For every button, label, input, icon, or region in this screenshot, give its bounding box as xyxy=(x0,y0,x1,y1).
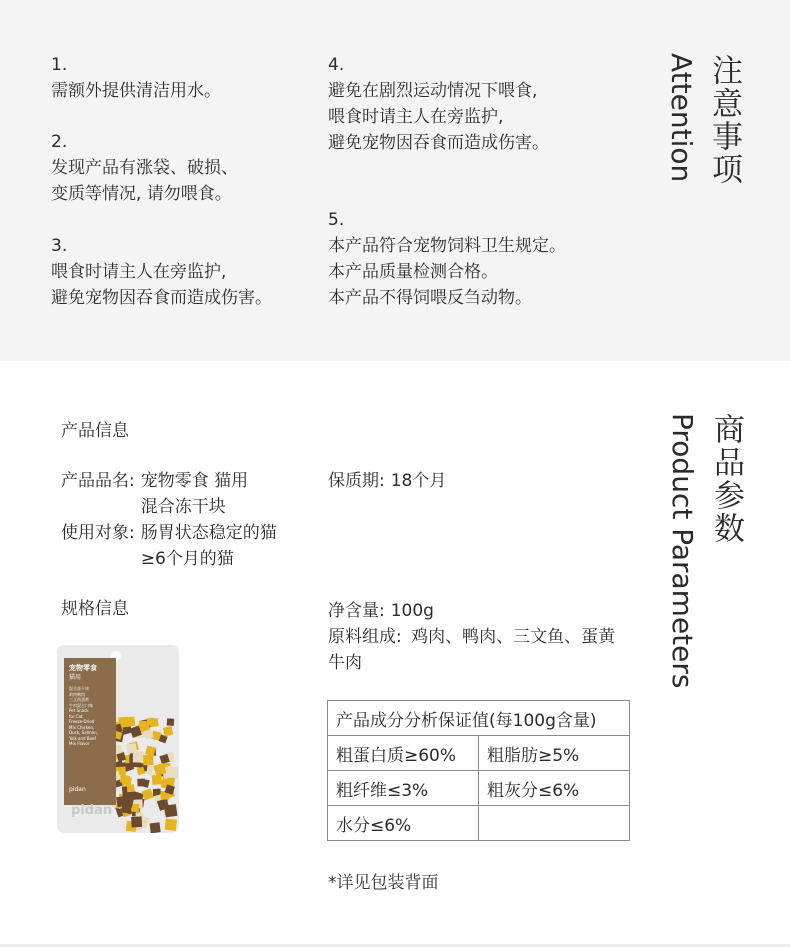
note-number: 1. xyxy=(51,55,68,75)
attention-section xyxy=(0,0,790,361)
product-name-value: 混合冻干块 xyxy=(140,497,226,517)
note-line: 变质等情况, 请勿喂食。 xyxy=(51,184,232,204)
package-label xyxy=(64,658,116,805)
target-value: ≥6个月的猫 xyxy=(140,549,234,569)
freeze-dried-cube xyxy=(152,775,162,785)
label-line: for Cat xyxy=(69,713,83,719)
note-line: 喂食时请主人在旁监护, xyxy=(51,262,227,282)
table-cell xyxy=(479,806,630,841)
package-label-title: 宠物零食 xyxy=(69,664,97,672)
note-line: 避免宠物因吞食而造成伤害。 xyxy=(328,133,549,153)
freeze-dried-cube xyxy=(165,818,177,830)
package-label-brand: pidan xyxy=(69,786,86,793)
product-package-image xyxy=(57,645,179,833)
freeze-dried-cube xyxy=(163,726,174,737)
note-line: 避免在剧烈运动情况下喂食, xyxy=(328,81,538,101)
target-value: 肠胃状态稳定的猫 xyxy=(140,523,277,543)
label-line: Freeze-Dried xyxy=(69,719,95,724)
note-line: 本产品符合宠物饲料卫生规定。 xyxy=(328,236,566,256)
ingredients-key: 原料组成: xyxy=(328,627,402,647)
note-line: 喂食时请主人在旁监护, xyxy=(328,107,504,127)
params-title-en: Product Parameters xyxy=(666,413,699,689)
table-cell: 水分≤6% xyxy=(328,806,479,841)
label-line: 三文鱼蛋黄 xyxy=(69,697,89,702)
note-number: 5. xyxy=(328,210,345,230)
note-5 xyxy=(328,207,566,311)
ingredients-row xyxy=(328,624,615,676)
table-row xyxy=(328,771,630,806)
table-cell: 粗纤维≤3% xyxy=(328,771,479,806)
package-brand-logo: pidan xyxy=(71,803,113,818)
freeze-dried-cube xyxy=(127,784,135,792)
note-number: 2. xyxy=(51,132,68,152)
note-number: 4. xyxy=(328,55,345,75)
freeze-dried-cube xyxy=(142,788,154,800)
freeze-dried-cube xyxy=(133,751,144,762)
label-line: Pet Snack xyxy=(69,708,89,713)
ingredients-value: 鸡肉、鸭肉、三文鱼、蛋黄 xyxy=(411,627,616,647)
shelf-life-row xyxy=(328,468,446,494)
freeze-dried-cube xyxy=(150,822,161,833)
target-key: 使用对象: xyxy=(61,523,135,543)
product-name-key: 产品品名: xyxy=(61,471,135,491)
spec-info-heading: 规格信息 xyxy=(61,599,129,619)
table-cell: 粗灰分≤6% xyxy=(479,771,630,806)
freeze-dried-cube xyxy=(167,718,174,725)
note-line: 本产品不得饲喂反刍动物。 xyxy=(328,288,532,308)
package-label-subtitle: 猫用 xyxy=(69,674,82,681)
product-name-value: 宠物零食 猫用 xyxy=(140,471,249,491)
label-line: Yolk and Beef xyxy=(69,735,96,741)
product-info-heading: 产品信息 xyxy=(61,421,129,441)
note-3 xyxy=(51,233,272,311)
table-row xyxy=(328,806,630,841)
freeze-dried-cube xyxy=(131,816,142,827)
label-line: Duck, Salmon, xyxy=(69,730,98,735)
attention-title-cn: 注意事项 xyxy=(706,54,742,186)
shelf-life-value: 18个月 xyxy=(390,471,447,491)
note-line: 发现产品有涨袋、破损、 xyxy=(51,158,238,178)
label-line: 牛肉混合口味 xyxy=(69,702,93,708)
attention-title-en: Attention xyxy=(665,53,698,183)
freeze-dried-cube xyxy=(143,755,154,766)
note-line: 避免宠物因吞食而造成伤害。 xyxy=(51,288,272,308)
package-label-text xyxy=(69,686,115,747)
freeze-dried-cube xyxy=(125,716,135,726)
params-title-cn: 商品参数 xyxy=(708,413,744,545)
nutrition-table xyxy=(327,700,630,841)
table-cell: 粗脂肪≥5% xyxy=(479,736,630,771)
note-1 xyxy=(51,52,221,104)
freeze-dried-cube xyxy=(147,717,155,725)
label-line: Mix Flavor xyxy=(69,741,90,746)
net-content-value: 100g xyxy=(390,601,434,621)
target-row xyxy=(61,520,277,572)
label-line: 混合冻干块 xyxy=(69,686,89,691)
note-2 xyxy=(51,129,238,207)
table-row xyxy=(328,736,630,771)
net-content-row xyxy=(328,598,434,624)
footnote: *详见包装背面 xyxy=(328,873,439,893)
note-line: 本产品质量检测合格。 xyxy=(328,262,498,282)
ingredients-value-cont: 牛肉 xyxy=(328,653,362,673)
table-header-row xyxy=(328,701,630,736)
label-line: Mix Chicken, xyxy=(69,724,95,730)
shelf-life-key: 保质期: xyxy=(328,471,385,491)
table-cell: 粗蛋白质≥60% xyxy=(328,736,479,771)
freeze-dried-cube xyxy=(164,804,177,817)
note-number: 3. xyxy=(51,236,68,256)
note-4 xyxy=(328,52,549,156)
label-line: 鸡肉鸭肉 xyxy=(69,691,85,697)
product-name-row xyxy=(61,468,248,520)
net-content-key: 净含量: xyxy=(328,601,385,621)
table-header-cell: 产品成分分析保证值(每100g含量) xyxy=(328,701,630,736)
note-line: 需额外提供清洁用水。 xyxy=(51,81,221,101)
